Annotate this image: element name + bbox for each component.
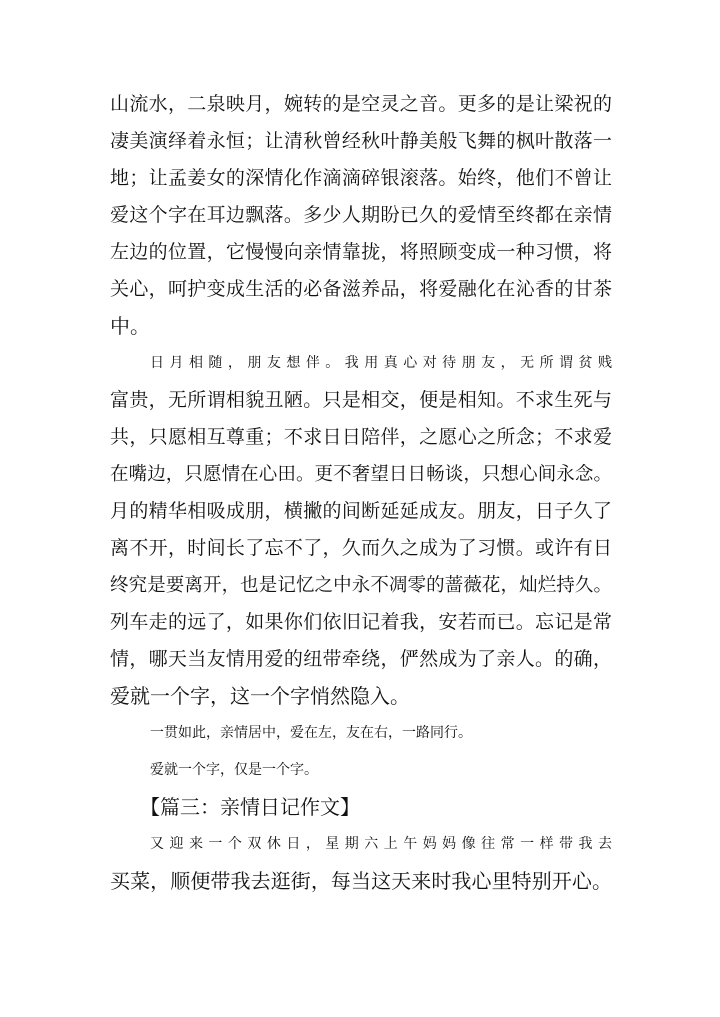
text-line: 离不开，时间长了忘不了，久而久之成为了习惯。或许有日 <box>110 537 612 559</box>
paragraph-start-line: 爱就一个字，仅是一个字。 <box>150 762 318 778</box>
paragraph-start-line: 一贯如此，亲情居中，爱在左，友在右，一路同行。 <box>150 725 472 741</box>
text-line: 爱这个字在耳边飘落。多少人期盼已久的爱情至终都在亲情 <box>110 204 612 226</box>
text-line: 左边的位置，它慢慢向亲情靠拢，将照顾变成一种习惯，将 <box>110 241 612 263</box>
paragraph-start-line: 日月相随，朋友想伴。我用真心对待朋友，无所谓贫贱 <box>150 355 612 371</box>
text-line: 情，哪天当友情用爱的纽带牵绕，俨然成为了亲人。的确， <box>110 648 612 670</box>
paragraph-start-line: 又迎来一个双休日，星期六上午妈妈像往常一样带我去 <box>150 836 612 852</box>
text-line: 买菜，顺便带我去逛街，每当这天来时我心里特别开心。 <box>110 869 612 893</box>
text-line: 中。 <box>110 314 150 338</box>
text-line: 列车走的远了，如果你们依旧记着我，安若而已。忘记是常 <box>110 611 612 633</box>
section-heading: 【篇三：亲情日记作文】 <box>140 795 360 819</box>
text-line: 月的精华相吸成朋，横撇的间断延延成友。朋友，日子久了 <box>110 500 612 522</box>
text-line: 地；让孟姜女的深情化作滴滴碎银滚落。始终，他们不曾让 <box>110 167 612 189</box>
text-line: 共，只愿相互尊重；不求日日陪伴，之愿心之所念；不求爱 <box>110 426 612 448</box>
text-line: 富贵，无所谓相貌丑陋。只是相交，便是相知。不求生死与 <box>110 389 612 411</box>
body-text <box>110 86 612 900</box>
text-line: 爱就一个字，这一个字悄然隐入。 <box>110 684 410 708</box>
text-line: 终究是要离开，也是记忆之中永不凋零的蔷薇花，灿烂持久。 <box>110 575 612 596</box>
text-line: 在嘴边，只愿情在心田。更不奢望日日畅谈，只想心间永念。 <box>110 464 612 485</box>
text-line: 山流水，二泉映月，婉转的是空灵之音。更多的是让梁祝的 <box>110 93 612 115</box>
text-line: 凄美演绎着永恒；让清秋曾经秋叶静美般飞舞的枫叶散落一 <box>110 130 612 152</box>
text-line: 关心，呵护变成生活的必备滋养品，将爱融化在沁香的甘茶 <box>110 278 612 300</box>
